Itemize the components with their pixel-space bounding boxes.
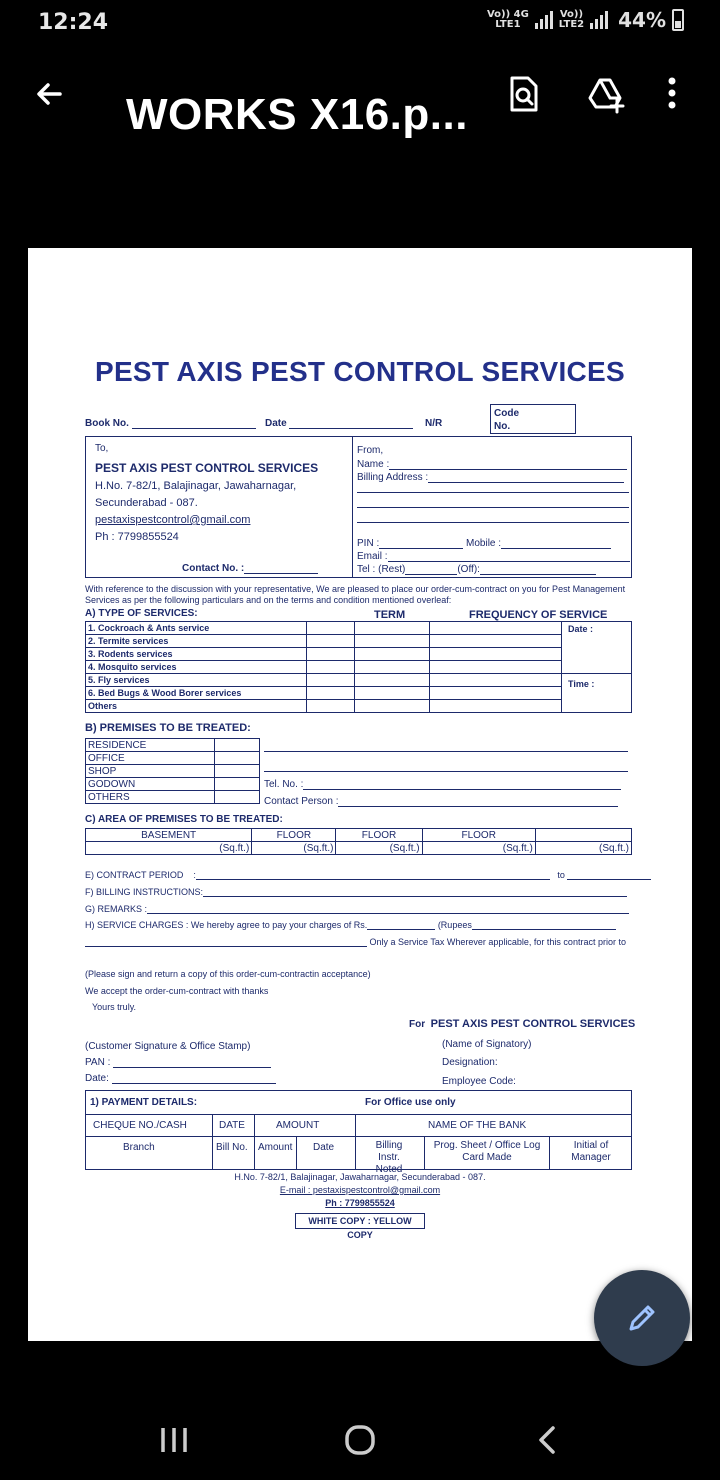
service-label: 3. Rodents services <box>86 648 307 661</box>
sqft-cell: (Sq.ft.) <box>86 842 252 855</box>
sqft-cell: (Sq.ft.) <box>422 842 535 855</box>
sim1-indicator: Vo)) 4G LTE1 <box>486 9 529 30</box>
battery-icon <box>672 9 684 31</box>
term-header: TERM <box>374 609 406 621</box>
section-c-title: C) AREA OF PREMISES TO BE TREATED: <box>85 814 283 825</box>
contract-period-field: E) CONTRACT PERIOD : to <box>85 870 651 880</box>
area-header: BASEMENT <box>86 829 252 842</box>
signatory-name-label: (Name of Signatory) <box>442 1039 532 1050</box>
tel-field: Tel : (Rest) (Off): <box>357 564 596 575</box>
service-row <box>86 687 632 700</box>
home-icon[interactable] <box>340 1420 380 1460</box>
service-charges-field: H) SERVICE CHARGES : We hereby agree to pay your charges of Rs. (Rupees <box>85 920 616 930</box>
premises-label: RESIDENCE <box>86 739 215 752</box>
form-heading: PEST AXIS PEST CONTROL SERVICES <box>94 356 625 387</box>
contact-person-field: Contact Person : <box>264 796 618 807</box>
sign-instruction: (Please sign and return a copy of this order-cum-contractin acceptance) <box>85 969 371 979</box>
signal-bars-1-icon <box>535 11 553 29</box>
area-header: FLOOR <box>336 829 422 842</box>
premises-label: OFFICE <box>86 752 215 765</box>
intro-text: With reference to the discussion with your representative, We are pleased to place our order-cum-contract on you for Pest Management Services as per the following particulars and on the terms and condition mentioned overleaf: <box>85 584 626 605</box>
area-header-row <box>86 829 632 842</box>
pan-field: PAN : <box>85 1057 271 1068</box>
app-bar <box>0 60 720 180</box>
service-label: 6. Bed Bugs & Wood Borer services <box>86 687 307 700</box>
footer-email: E-mail : pestaxispestcontrol@gmail.com <box>279 1185 441 1195</box>
remarks-field: G) REMARKS : <box>85 904 629 914</box>
to-email: pestaxispestcontrol@gmail.com <box>95 514 251 526</box>
status-bar <box>0 0 720 50</box>
battery-percent: 44% <box>618 8 666 32</box>
from-label: From, <box>357 445 384 456</box>
pencil-icon <box>622 1298 662 1338</box>
service-row <box>86 700 632 713</box>
yours-truly: Yours truly. <box>92 1002 137 1012</box>
more-vert-icon[interactable] <box>660 72 684 116</box>
accept-text: We accept the order-cum-contract with thanks <box>85 986 269 996</box>
services-table <box>85 621 632 713</box>
service-label: Others <box>86 700 307 713</box>
premises-row <box>86 765 260 778</box>
system-nav-bar <box>0 1400 720 1480</box>
payment-table: 1) PAYMENT DETAILS: For Office use only CHEQUE NO./CASH DATE AMOUNT NAME OF THE BANK Branch Bill No. Amount Date Billing Instr. Noted Prog. Sheet / Office Log Card Made Initial of Manager <box>85 1090 632 1170</box>
date-2-field: Date: <box>85 1073 276 1084</box>
search-document-icon[interactable] <box>502 72 546 116</box>
service-row <box>86 661 632 674</box>
footer-address: H.No. 7-82/1, Balajinagar, Jawaharnagar, Secunderabad - 087. <box>234 1172 486 1182</box>
service-label: 1. Cockroach & Ants service <box>86 622 307 635</box>
copies-label: WHITE COPY : YELLOW COPY <box>295 1213 425 1229</box>
add-to-drive-icon[interactable] <box>584 72 628 116</box>
area-header: FLOOR <box>252 829 336 842</box>
date-label: Date : <box>568 624 594 634</box>
area-value-row <box>86 842 632 855</box>
designation-label: Designation: <box>442 1057 498 1068</box>
service-label: 4. Mosquito services <box>86 661 307 674</box>
sqft-cell: (Sq.ft.) <box>535 842 631 855</box>
tel-no-field: Tel. No. : <box>264 779 621 790</box>
premises-row <box>86 739 260 752</box>
premises-table <box>85 738 260 804</box>
address-box <box>85 436 632 578</box>
book-no-field: Book No. <box>85 418 256 429</box>
to-address-2: Secunderabad - 087. <box>95 497 198 509</box>
contact-no-field: Contact No. : <box>182 563 318 574</box>
premises-row <box>86 752 260 765</box>
area-table <box>85 828 632 855</box>
service-label: 5. Fly services <box>86 674 307 687</box>
clock: 12:24 <box>38 10 109 35</box>
premises-label: OTHERS <box>86 791 215 804</box>
edit-fab-button[interactable] <box>594 1270 690 1366</box>
billing-instructions-field: F) BILLING INSTRUCTIONS: <box>85 887 627 897</box>
sim2-indicator: Vo)) LTE2 <box>558 9 585 30</box>
employee-code-label: Employee Code: <box>442 1076 516 1087</box>
to-address-1: H.No. 7-82/1, Balajinagar, Jawaharnagar, <box>95 480 297 492</box>
section-b-title: B) PREMISES TO BE TREATED: <box>85 722 251 734</box>
pdf-page[interactable] <box>28 248 692 1341</box>
arrow-left-icon[interactable] <box>30 74 70 114</box>
to-company: PEST AXIS PEST CONTROL SERVICES <box>95 461 319 475</box>
area-header: FLOOR <box>422 829 535 842</box>
area-header <box>535 829 631 842</box>
service-row <box>86 622 632 635</box>
recent-apps-icon[interactable] <box>154 1420 194 1460</box>
sqft-cell: (Sq.ft.) <box>336 842 422 855</box>
section-a-title: A) TYPE OF SERVICES: <box>85 608 198 619</box>
from-email-field: Email : <box>357 551 630 562</box>
code-box: Code No. <box>490 404 576 434</box>
to-label: To, <box>95 443 109 454</box>
footer-phone: Ph : 7799855524 <box>325 1198 395 1208</box>
status-icons <box>487 8 684 32</box>
tax-note-field: Only a Service Tax Wherever applicable, for this contract prior to <box>85 937 626 947</box>
service-row <box>86 635 632 648</box>
back-nav-icon[interactable] <box>528 1420 568 1460</box>
from-name-field: Name : <box>357 459 627 470</box>
frequency-header: FREQUENCY OF SERVICE <box>469 609 608 621</box>
premises-row <box>86 791 260 804</box>
to-phone: Ph : 7799855524 <box>95 531 179 543</box>
service-label: 2. Termite services <box>86 635 307 648</box>
service-row <box>86 674 632 687</box>
sqft-cell: (Sq.ft.) <box>252 842 336 855</box>
billing-address-field: Billing Address : <box>357 472 624 483</box>
signal-bars-2-icon <box>590 11 608 29</box>
service-row <box>86 648 632 661</box>
date-field: Date <box>265 418 413 429</box>
customer-signature-label: (Customer Signature & Office Stamp) <box>85 1041 251 1052</box>
premises-label: SHOP <box>86 765 215 778</box>
premises-row <box>86 778 260 791</box>
for-company-line: For PEST AXIS PEST CONTROL SERVICES <box>409 1018 636 1030</box>
pin-mobile-field: PIN : Mobile : <box>357 538 611 549</box>
time-label: Time : <box>568 679 595 689</box>
document-title: WORKS X16.p... <box>126 90 468 139</box>
nr-label: N/R <box>425 418 443 429</box>
premises-label: GODOWN <box>86 778 215 791</box>
